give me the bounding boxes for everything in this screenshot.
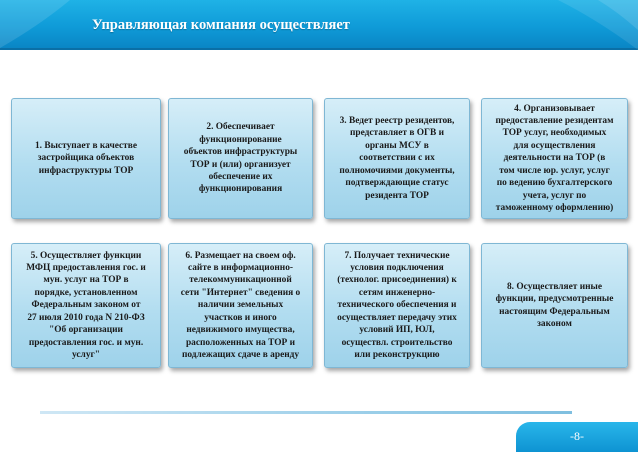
function-card-text: 8. Осуществляет иные функции, предусмотренные настоящим Федеральным законом bbox=[495, 281, 614, 329]
page-number: -8- bbox=[570, 429, 584, 443]
function-card-1 bbox=[11, 98, 161, 219]
function-card-3 bbox=[324, 98, 470, 219]
function-card-4 bbox=[481, 98, 628, 219]
page-number-tab bbox=[516, 422, 638, 452]
header-wave-decoration-right bbox=[518, 0, 638, 50]
function-card-text: 4. Организовывает предоставление резидентам ТОР услуг, необходимых для осуществления деятельности на ТОР (в том числе юр. услуг, услуг по ведению бухгалтерского учета, услуг по таможенному оформлению) bbox=[495, 103, 614, 213]
function-card-text: 6. Размещает на своем оф. сайте в информационно- телекоммуникационной сети "Интернет" сведения о наличии земельных участков и иного недвижимого имущества, расположенных на ТОР и подлежащих сдаче в аренду bbox=[180, 250, 301, 360]
function-card-8 bbox=[481, 243, 628, 368]
function-card-6 bbox=[168, 243, 313, 368]
function-card-text: 5. Осуществляет функции МФЦ предоставления гос. и мун. услуг на ТОР в порядке, установленном Федеральным законом от 27 июля 2010 года N 210-ФЗ "Об организации предоставления гос. и мун. услуг" bbox=[26, 250, 146, 360]
function-card-5 bbox=[11, 243, 161, 368]
slide-header bbox=[0, 0, 638, 50]
slide-title: Управляющая компания осуществляет bbox=[92, 17, 350, 33]
function-card-text: 7. Получает технические условия подключения (технолог. присоединения) к сетям инженерно- технического обеспечения и осуществляет передачу этих условий ИП, ЮЛ, осуществл. строительство или реконструкцию bbox=[337, 250, 457, 360]
function-card-text: 1. Выступает в качестве застройщика объектов инфраструктуры ТОР bbox=[34, 140, 137, 176]
function-card-2 bbox=[168, 98, 313, 219]
function-card-text: 2. Обеспечивает функционирование объектов инфраструктуры ТОР и (или) организует обеспечение их функционирования bbox=[183, 122, 298, 195]
footer-divider bbox=[40, 411, 572, 414]
function-card-text: 3. Ведет реестр резидентов, представляет в ОГВ и органы МСУ в соответствии с их полномочиями документы, подтверждающие статус резидента ТОР bbox=[339, 116, 455, 201]
function-card-7 bbox=[324, 243, 470, 368]
header-wave-decoration bbox=[0, 0, 90, 50]
